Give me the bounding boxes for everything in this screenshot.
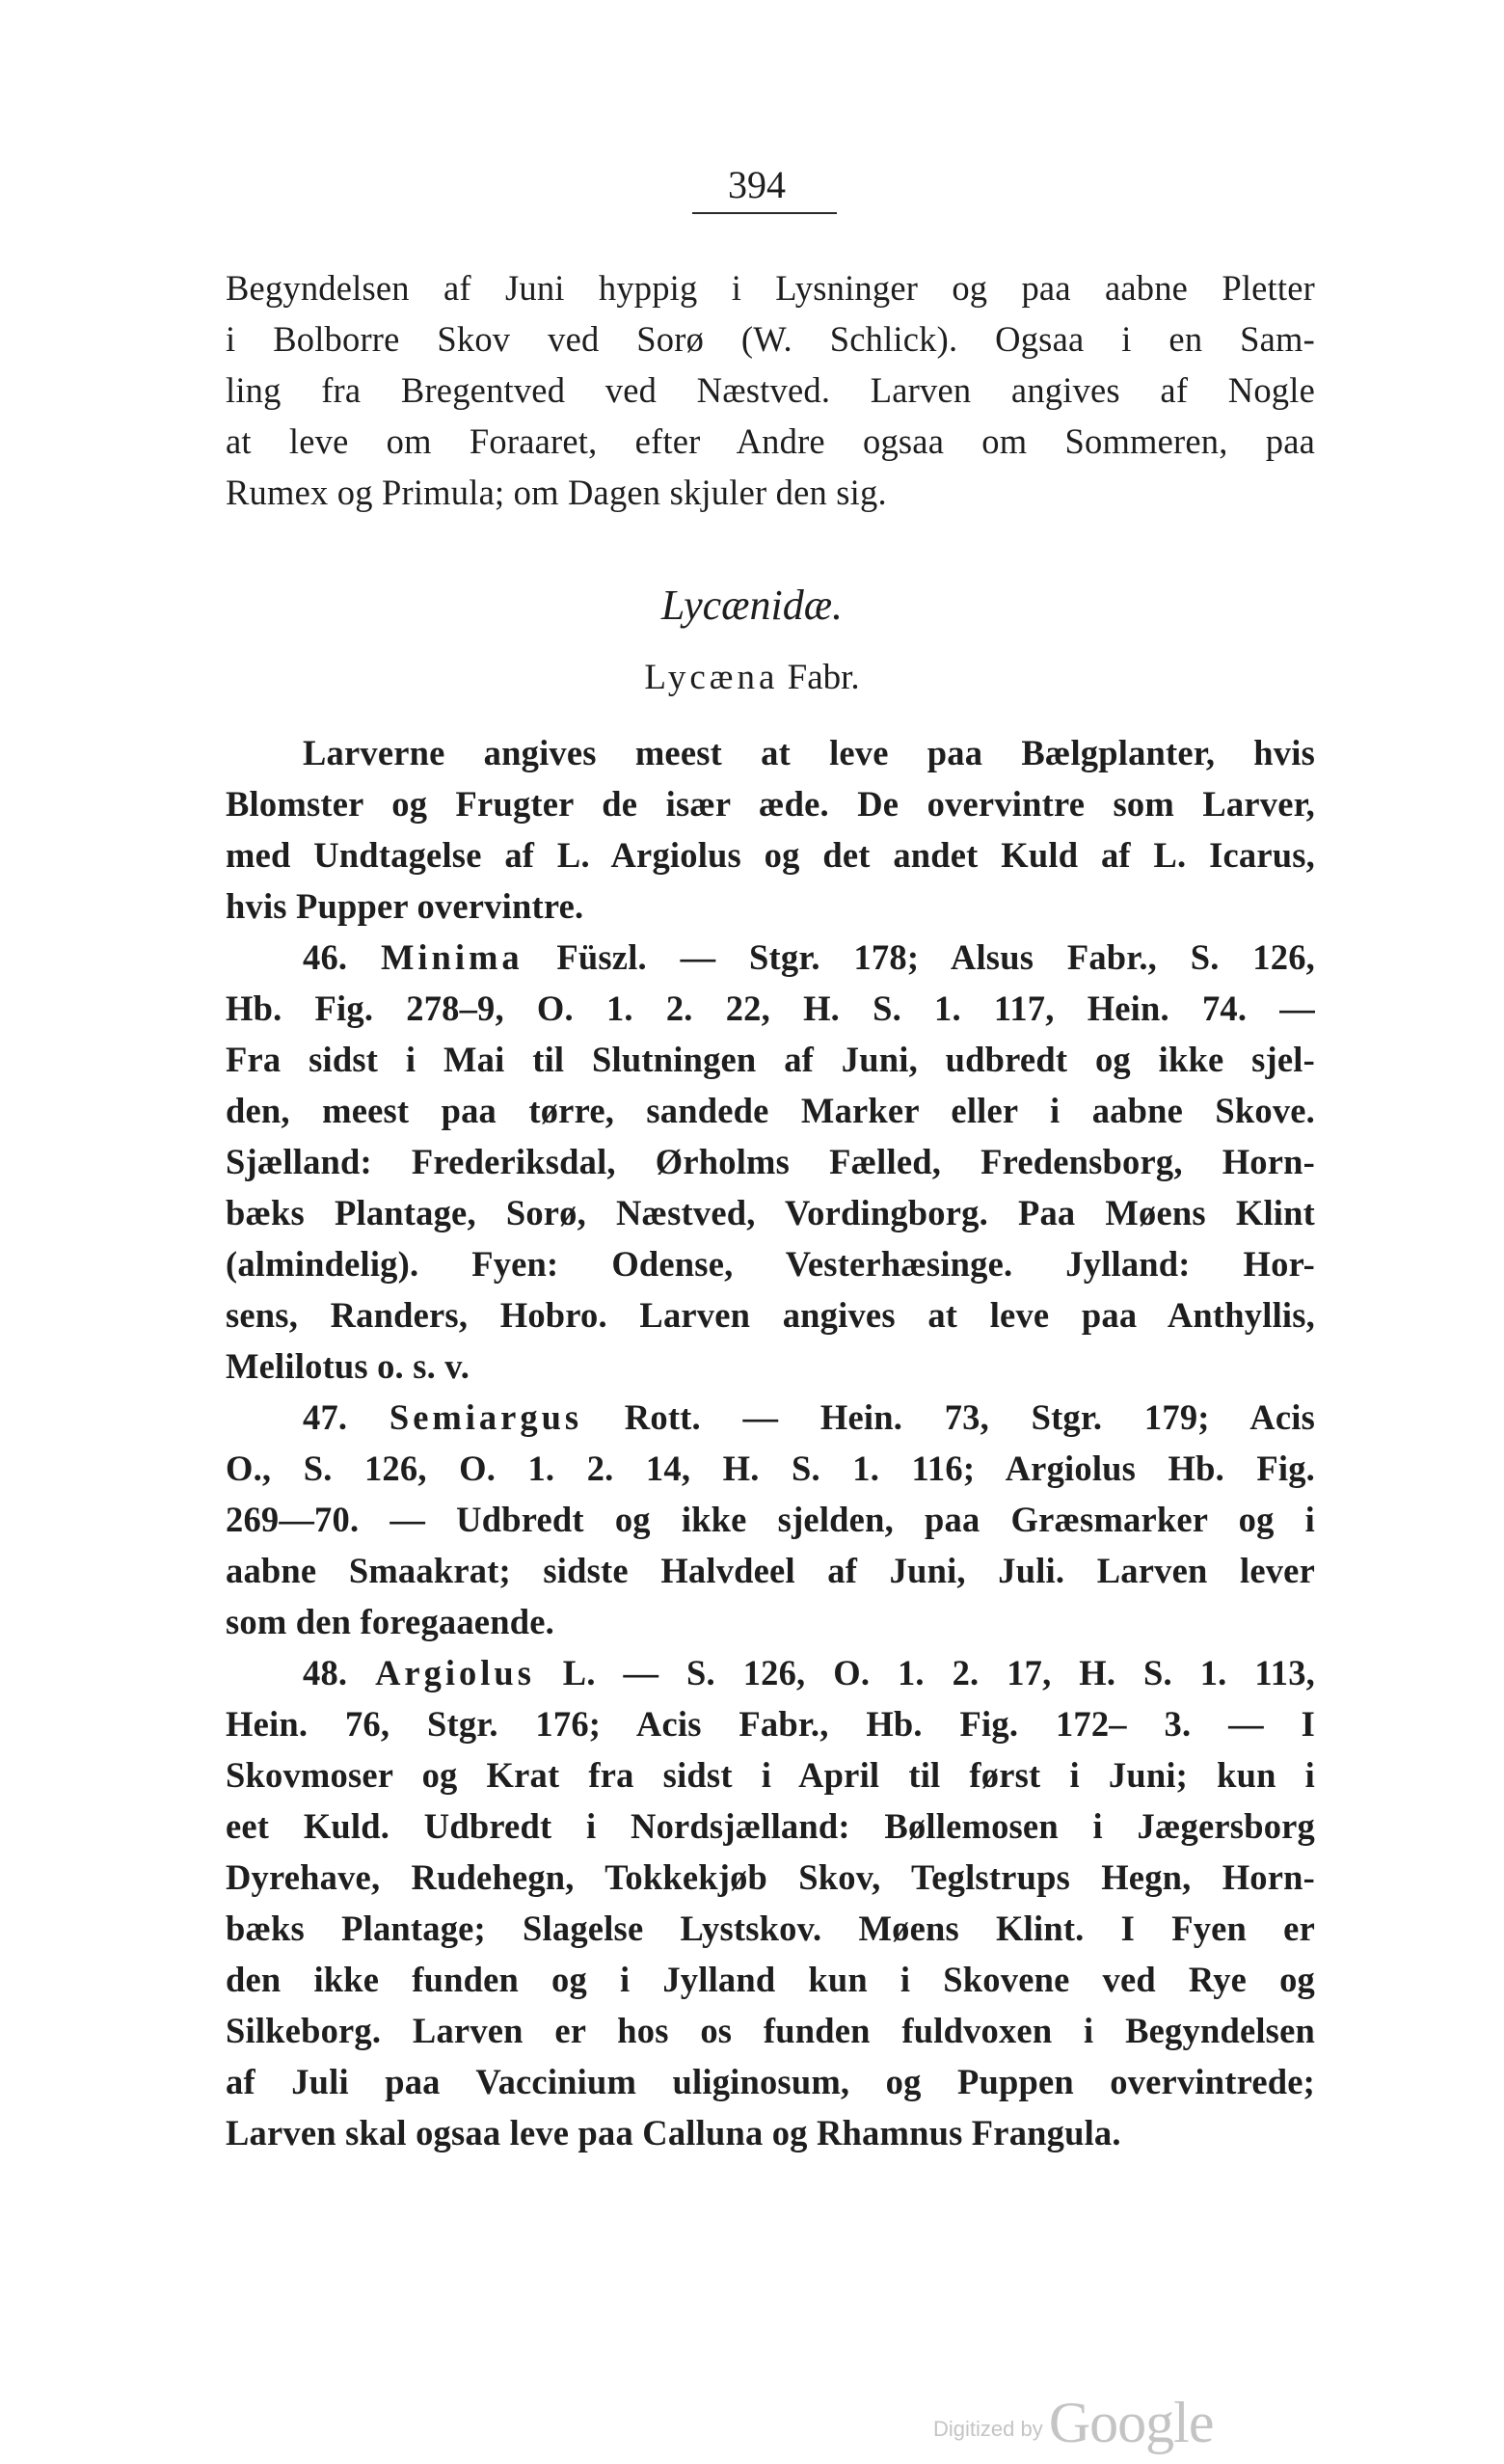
- species-46-line-1: Hb. Fig. 278–9, O. 1. 2. 22, H. S. 1. 117, Hein. 74. —: [226, 988, 1315, 1028]
- intro-line-4: at leve om Foraaret, efter Andre ogsaa om Sommeren, paa: [226, 421, 1315, 461]
- species-48-line-7: Silkeborg. Larven er hos os funden fuldvoxen i Begyndelsen: [226, 2011, 1315, 2050]
- species-number: 46.: [303, 937, 381, 977]
- species-48-line-3: eet Kuld. Udbredt i Nordsjælland: Bøllemosen i Jægersborg: [226, 1806, 1315, 1846]
- species-48-line-6: den ikke funden og i Jylland kun i Skovene ved Rye og: [226, 1960, 1315, 1999]
- species-46-line-7: sens, Randers, Hobro. Larven angives at leve paa Anthyllis,: [226, 1295, 1315, 1335]
- family-heading: Lycænidæ.: [660, 582, 844, 629]
- species-number: 47.: [303, 1397, 389, 1437]
- genus-line-2: Blomster og Frugter de især æde. De overvintre som Larver,: [226, 784, 1315, 824]
- species-48-line-8: af Juli paa Vaccinium uliginosum, og Puppen overvintrede;: [226, 2062, 1315, 2101]
- genus-heading: [0, 654, 1504, 702]
- species-48-line-4: Dyrehave, Rudehegn, Tokkekjøb Skov, Teglstrups Hegn, Horn-: [226, 1857, 1315, 1897]
- species-46-line-2: Fra sidst i Mai til Slutningen af Juni, udbredt og ikke sjel-: [226, 1040, 1315, 1079]
- intro-line-2: i Bolborre Skov ved Sorø (W. Schlick). Ogsaa i en Sam-: [226, 319, 1315, 359]
- intro-line-5: Rumex og Primula; om Dagen skjuler den sig.: [226, 473, 887, 512]
- species-46-line-8: Melilotus o. s. v.: [226, 1346, 470, 1386]
- species-47-line-2: 269—70. — Udbredt og ikke sjelden, paa Græsmarker og i: [226, 1500, 1315, 1539]
- species-48-line-9: Larven skal ogsaa leve paa Calluna og Rhamnus Frangula.: [226, 2113, 1121, 2153]
- digitized-by-google-watermark: [933, 2390, 1213, 2456]
- watermark-prefix: Digitized by: [933, 2417, 1049, 2441]
- species-46-line-4: Sjælland: Frederiksdal, Ørholms Fælled, Fredensborg, Horn-: [226, 1142, 1315, 1181]
- species-47-line-3: aabne Smaakrat; sidste Halvdeel af Juni, Juli. Larven lever: [226, 1551, 1315, 1590]
- species-46-line-5: bæks Plantage, Sorø, Næstved, Vordingborg. Paa Møens Klint: [226, 1193, 1315, 1232]
- genus-author: Fabr.: [778, 658, 860, 697]
- species-47-line-4: som den foregaaende.: [226, 1602, 554, 1641]
- intro-line-3: ling fra Bregentved ved Næstved. Larven angives af Nogle: [226, 370, 1315, 410]
- genus-line-3: med Undtagelse af L. Argiolus og det andet Kuld af L. Icarus,: [226, 835, 1315, 875]
- species-48-line-1: Hein. 76, Stgr. 176; Acis Fabr., Hb. Fig. 172– 3. — I: [226, 1704, 1315, 1744]
- genus-line-1: Larverne angives meest at leve paa Bælgplanter, hvis: [303, 733, 1315, 772]
- species-number: 48.: [303, 1653, 376, 1692]
- google-logo: Google: [1048, 2391, 1214, 2454]
- species-46-line-6: (almindelig). Fyen: Odense, Vesterhæsinge. Jylland: Hor-: [226, 1244, 1315, 1284]
- species-48-line-2: Skovmoser og Krat fra sidst i April til først i Juni; kun i: [226, 1755, 1315, 1795]
- species-48-heading: 48. Argiolus L. — S. 126, O. 1. 2. 17, H. S. 1. 113,: [303, 1653, 1315, 1692]
- genus-line-4: hvis Pupper overvintre.: [226, 886, 584, 926]
- page-number-underline: [692, 212, 837, 214]
- species-48-line-5: bæks Plantage; Slagelse Lystskov. Møens Klint. I Fyen er: [226, 1909, 1315, 1948]
- genus-name: Lycæna: [644, 658, 779, 697]
- species-46-heading: 46. Minima Füszl. — Stgr. 178; Alsus Fabr., S. 126,: [303, 937, 1315, 977]
- species-47-line-1: O., S. 126, O. 1. 2. 14, H. S. 1. 116; Argiolus Hb. Fig.: [226, 1449, 1315, 1488]
- species-name: Minima: [380, 937, 524, 977]
- species-name: Semiargus: [389, 1397, 583, 1437]
- intro-line-1: Begyndelsen af Juni hyppig i Lysninger og paa aabne Pletter: [226, 268, 1315, 308]
- page-number: 394: [728, 163, 786, 206]
- species-46-line-3: den, meest paa tørre, sandede Marker eller i aabne Skove.: [226, 1091, 1315, 1130]
- species-47-heading: 47. Semiargus Rott. — Hein. 73, Stgr. 179; Acis: [303, 1397, 1315, 1437]
- species-name: Argiolus: [375, 1653, 535, 1692]
